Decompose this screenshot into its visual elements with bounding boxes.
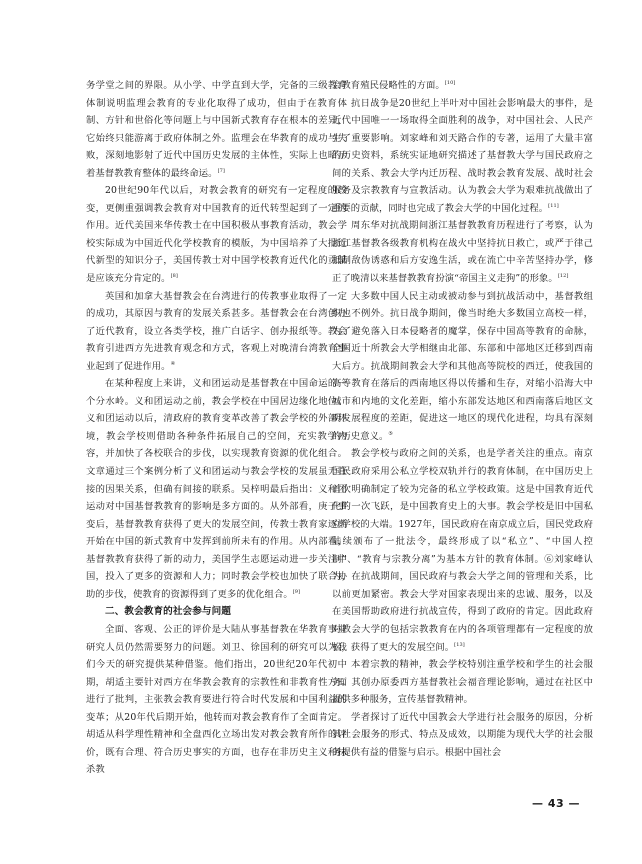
paragraph: 本着宗教的精神，教会学校特别注重学校和学生的社会服务。其创办原委西方基督教社会福音理论影响，通过在社区中提供多种服务，宣传基督教精神。: [332, 659, 593, 706]
paragraph: 学者探讨了近代中国教会大学进行社会服务的原因，分析其社会服务的形式、特点及成效，以期能为现代大学的社会服务提供有益的借鉴与启示。根据中国社会: [332, 711, 593, 758]
paragraph: 20世纪90年代以后，对教会教育的研究有一定程度的改变，更侧重强调教会教育对中国教育的近代转型起到了一定的作用。近代美国来华传教士在中国积极从事教育活动，教会学校实际成为中国近代化学校教育的模版，为中国培养了大批近代新型的知识分子，美国传教士对中国学校教育近代化的贡献是应该充分肯定的。[8]: [86, 185, 347, 285]
citation: [12]: [557, 273, 569, 280]
citation: [7]: [217, 167, 225, 174]
page-number: — 43 —: [532, 797, 580, 810]
paragraph: 会教育殖民侵略性的方面。[10]: [332, 80, 456, 91]
section-heading: 二、教会教育的社会参与问题: [105, 606, 232, 618]
left-column: [86, 77, 347, 779]
citation: [13]: [454, 641, 465, 648]
footnote-mark: ⑤: [388, 430, 393, 437]
footnote-mark: ④: [170, 360, 176, 367]
paragraph: 周东华对抗战期间浙江基督教教育历程进行了考察，认为浙江基督教各级教育机构在战火中坚持抗日救亡，或严于律己抵制敌伪诱惑和后方安逸生活，或在流亡中辛苦坚持办学，修正了晚清以来基督教教育扮演“帝国主义走狗”的形象。[12]: [332, 220, 593, 285]
paragraph: 在某种程度上来讲，义和团运动是基督教在中国命运的一个分水岭。义和团运动之前，教会学校在中国居边缘化地位。义和团运动以后，清政府的教育变革改善了教会学校的外部环境，教会学校则借助各种条件拓展自己的空间，充实教学内容，并加快了各校联合的步伐，以实现教育资源的优化组合。文章通过三个案例分析了义和团运动与教会学校的发展虽无直接的因果关系，但确有间接的联系。吴梓明最后指出：义和团运动对中国基督教教育的影响是多方面的。从外部看，庚子事变后，基督教教育获得了更大的发展空间，传教士教育家逐渐开始在中国的新式教育中发挥到前所未有的作用。从内部看，基督教教育获得了新的动力，美国学生志愿运动进一步关注中国，投入了更多的资源和人力；同时教会学校也加快了联合协助的步伐，使教育的资源得到了更多的优化组合。[9]: [86, 378, 347, 600]
paragraph: 教会学校与政府之间的关系，也是学者关注的重点。南京国民政府采用公私立学校双轨并行的教育体制，在中国历史上首次明确制定了较为完备的私立学校政策。这是中国教育近代化的一次飞跃，是中国教育史上的大事。教会学校是旧中国私立学校的大端。1927年，国民政府在南京成立后，国民党政府陆续颁布了一批法令，最终形成了以“私立”、“中国人控制”、“教育与宗教分离”为基本方针的教育体制。⑥刘家峰认为，在抗战期间，国民政府与教会大学之间的管理和关系，比以前更加紧密。教会大学对国家表现出来的忠诚、服务，以及在美国帮助政府进行抗战宣传，得到了政府的肯定。因此政府对教会大学的包括宗教教育在内的各项管理都有一定程度的放松，获得了更大的发展空间。[13]: [332, 448, 593, 653]
paragraph: 大多数中国人民主动或被动参与到抗战活动中，基督教组织也不例外。抗日战争期间，像当时绝大多数国立高校一样，为了避免落入日本侵略者的魔掌，保存中国高等教育的命脉，全国近十所教会大学相继由北部、东部和中部地区迁移到西南大后方。抗战期间教会大学和其他高等院校的西迁，使我国的高等教育在落后的西南地区得以传播和生存，对缩小沿海大中城市和内地的文化差距，缩小东部发达地区和西南落后地区文明发展程度的差距，促进这一地区的现代化进程，均具有深刻的历史意义。⑤: [332, 290, 593, 442]
paragraph: 务学堂之间的界限。从小学、中学直到大学，完备的三级教育体制说明监理会教育的专业化取得了成功，但由于在教育体制、方针和世俗化等问题上与中国新式教育存在根本的差异，它始终只能游离于政府体制之外。监理会在华教育的成功与失败，深刻地影射了近代中国历史发展的主体性，实际上也昭示着基督教教育整体的最终命运。[7]: [86, 80, 347, 179]
paragraph: 抗日战争是20世纪上半叶对中国社会影响最大的事件，是近代中国唯一一场取得全面胜利的战争，对中国社会、人民产生了重要影响。刘家峰和刘天路合作的专著，运用了大量丰富的历史资料，系统实证地研究描述了基督教大学与国民政府之间的关系、教会大学内迁历程、战时教会教育发展、战时社会服务及宗教教育与宣教活动。认为教会大学为艰难抗战做出了重要的贡献，同时也完成了教会大学的中国化过程。[11]: [332, 97, 593, 214]
paragraph: 英国和加拿大基督教会在台湾进行的传教事业取得了一定的成功，其原因与教育的发展关系甚多。基督教会在台湾创办了近代教育，设立各类学校，推广白话字、创办报纸等。教会教育引进西方先进教育观念和方式，客观上对晚清台湾教育事业起到了促进作用。④: [86, 290, 347, 372]
citation: [8]: [170, 273, 178, 280]
citation: [10]: [444, 80, 456, 86]
right-column: [332, 77, 593, 761]
citation: [9]: [292, 588, 301, 595]
paragraph: 全面、客观、公正的评价是大陆从事基督教在华教育事业研究人员仍然需要努力的问题。刘卫、徐国利的研究可以为我们今天的研究提供某种借鉴。他们指出，20世纪20年代初中期，胡适主要针对西方在华教会教育的宗教性和非教育性方面进行了批判，主张教会教育要进行符合时代发展和中国利益的变革；从20年代后期开始，他转而对教会教育作了全面肯定。胡适从科学理性精神和全盘西化立场出发对教会教育所作的评价，既有合理、符合历史事实的方面，也存在非历史主义和抹杀教: [86, 623, 347, 776]
citation: [11]: [548, 202, 559, 209]
